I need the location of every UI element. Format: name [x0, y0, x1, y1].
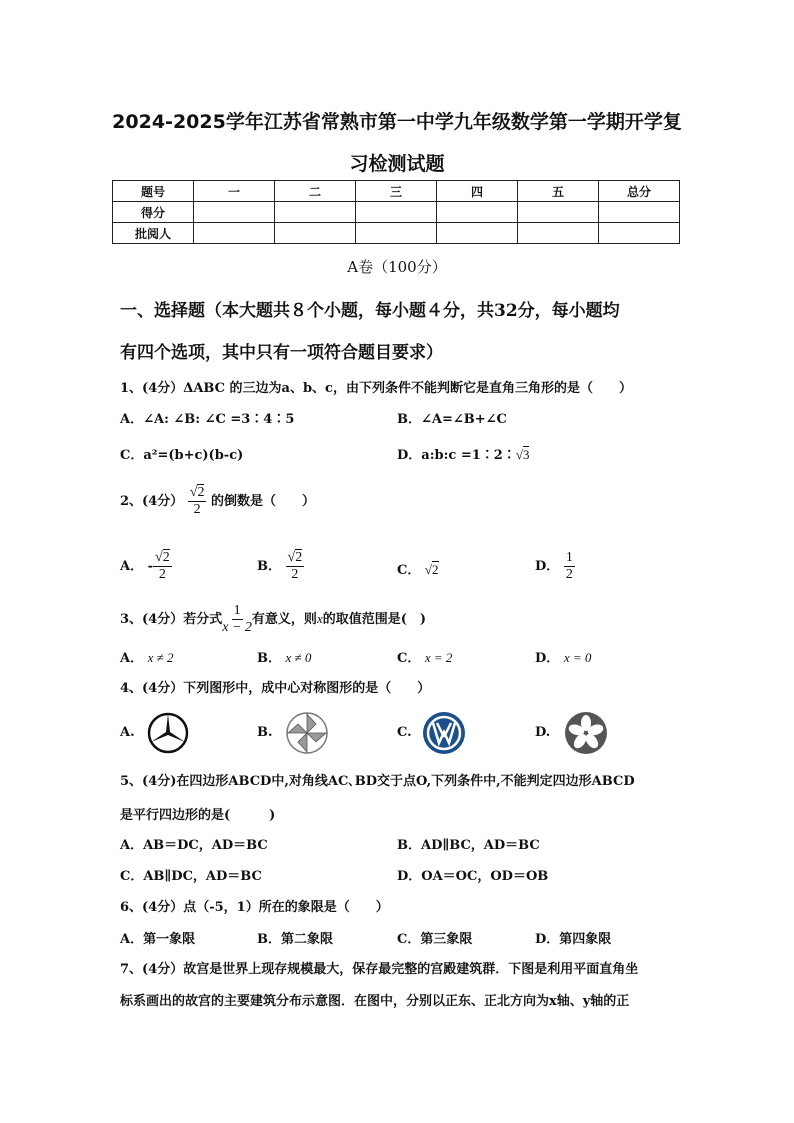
q3-option-c [397, 647, 452, 666]
q6-option-b: B．第二象限 [257, 932, 333, 947]
fraction: $\frac{√2}{2}$ [287, 550, 303, 582]
reviewer-cell [437, 223, 518, 244]
section-heading-line1: 一、选择题（本大题共８个小题，每小题４分，共32分，每小题均 [120, 301, 620, 321]
row-label: 得分 [113, 202, 194, 223]
numerator: 1 [565, 550, 573, 565]
score-cell [518, 202, 599, 223]
table-header-cell: 五 [518, 181, 599, 202]
denominator: 2 [565, 567, 573, 582]
question-5-stem-line1: 5、(4分)在四边形ABCD中,对角线AC､BD交于点O,下列条件中,不能判定四边形ABCD [120, 774, 635, 789]
reviewer-cell [599, 223, 680, 244]
question-7-stem-line1: 7、(4分）故宫是世界上现存规模最大，保存最完整的宫殿建筑群．下图是利用平面直角坐 [120, 962, 639, 977]
title-line1: 2024-2025学年江苏省常熟市第一中学九年级数学第一学期开学复 [112, 111, 682, 133]
table-row [113, 202, 680, 223]
q3-option-d [535, 647, 591, 666]
score-cell [356, 202, 437, 223]
option-label: C． [397, 651, 421, 666]
fraction [564, 550, 575, 583]
question-3-stem [120, 603, 426, 636]
option-text: D．a:b:c =1∶2∶ [397, 448, 516, 463]
option-label: B． [257, 559, 281, 574]
mercedes-logo-icon [145, 710, 191, 756]
question-suffix: 有意义，则 [251, 612, 317, 627]
q2-option-c [397, 559, 439, 578]
radicand: 2 [162, 550, 170, 565]
q5-option-c: C．AB∥DC，AD＝BC [120, 869, 262, 884]
table-row [113, 223, 680, 244]
question-7-stem-line2: 标系画出的故宫的主要建筑分布示意图．在图中，分别以正东、正北方向为x轴、y轴的正 [120, 994, 630, 1009]
score-cell [194, 202, 275, 223]
radicand: 2 [295, 550, 303, 565]
q6-option-a: A．第一象限 [120, 932, 196, 947]
reviewer-cell [275, 223, 356, 244]
question-1-stem: 1、(4分）ΔABC 的三边为a、b、c，由下列条件不能判断它是直角三角形的是（ ） [120, 381, 632, 396]
option-label: C． [397, 563, 421, 578]
q4-option-b: B. [257, 725, 273, 740]
q5-option-a: A．AB＝DC，AD＝BC [120, 838, 268, 853]
q2-option-d [535, 550, 575, 583]
reviewer-cell [356, 223, 437, 244]
radicand: 3 [522, 447, 530, 462]
q4-option-d: D. [535, 725, 551, 740]
q1-option-a: A．∠A: ∠B: ∠C =3∶4∶5 [120, 412, 295, 427]
option-label: A． [120, 651, 144, 666]
table-header-cell: 四 [437, 181, 518, 202]
score-cell [275, 202, 356, 223]
row-label: 批阅人 [113, 223, 194, 244]
question-2-stem [120, 485, 315, 518]
q2-option-a [120, 550, 172, 583]
numerator: 1 [233, 603, 241, 618]
numerator: √2 [189, 485, 205, 500]
score-cell [599, 202, 680, 223]
variable: x [316, 611, 323, 626]
fraction [222, 603, 252, 636]
denominator: 2 [291, 567, 299, 582]
question-prefix: 2、(4分） [120, 494, 184, 509]
score-cell [437, 202, 518, 223]
table-header-cell: 三 [356, 181, 437, 202]
q6-option-c: C．第三象限 [397, 932, 473, 947]
title-line2: 习检测试题 [349, 153, 445, 175]
q4-option-a: A. [120, 725, 135, 740]
volkswagen-logo-icon [421, 710, 467, 756]
radicand: 2 [197, 485, 205, 500]
table-header-cell: 二 [275, 181, 356, 202]
table-header-cell: 一 [194, 181, 275, 202]
sqrt-expression: √2 [424, 562, 439, 577]
fraction [188, 485, 207, 518]
q2-option-b [257, 550, 304, 583]
q5-option-d: D．OA＝OC，OD＝OB [397, 869, 549, 884]
table-row [113, 181, 680, 202]
q3-option-b [257, 647, 311, 666]
option-label: B． [257, 651, 281, 666]
minus-sign: - [147, 559, 154, 574]
volume-label: A卷（100分） [347, 258, 447, 276]
denominator: 2 [158, 567, 166, 582]
radicand: 2 [432, 562, 439, 577]
table-header-cell: 总分 [599, 181, 680, 202]
score-table [112, 180, 680, 244]
question-suffix: 的倒数是（ ） [211, 494, 316, 509]
denominator: 2 [193, 502, 201, 517]
bauhinia-logo-icon [563, 710, 609, 756]
option-expression: x = 0 [563, 650, 592, 665]
q3-option-a [120, 647, 174, 666]
reviewer-cell [518, 223, 599, 244]
reviewer-cell [194, 223, 275, 244]
denominator: x − 2 [222, 620, 252, 635]
question-prefix: 3、(4分）若分式 [120, 612, 223, 627]
sqrt-expression: √3 [515, 447, 530, 462]
question-suffix: 的取值范围是( ) [322, 612, 427, 627]
question-4-stem: 4、(4分）下列图形中，成中心对称图形的是（ ） [120, 681, 431, 696]
option-expression: x = 2 [424, 650, 453, 665]
option-expression: x ≠ 2 [147, 650, 174, 665]
option-label: D． [535, 559, 560, 574]
table-header-cell: 题号 [113, 181, 194, 202]
pinwheel-logo-icon [284, 710, 330, 756]
option-expression: x ≠ 0 [285, 650, 312, 665]
option-label: A． [120, 559, 144, 574]
q5-option-b: B．AD∥BC，AD＝BC [397, 838, 540, 853]
option-label: D． [535, 651, 560, 666]
section-heading-line2: 有四个选项，其中只有一项符合题目要求） [120, 343, 443, 363]
q6-option-d: D．第四象限 [535, 932, 612, 947]
q1-option-c: C．a²=(b+c)(b-c) [120, 448, 244, 463]
q1-option-b: B．∠A=∠B+∠C [397, 412, 507, 427]
fraction: $\frac{√2}{2}$ [155, 550, 170, 582]
question-5-stem-line2: 是平行四边形的是( ) [120, 808, 276, 823]
question-6-stem: 6、(4分）点（-5，1）所在的象限是（ ） [120, 900, 389, 915]
q1-option-d [397, 444, 529, 463]
q4-option-c: C. [397, 725, 412, 740]
